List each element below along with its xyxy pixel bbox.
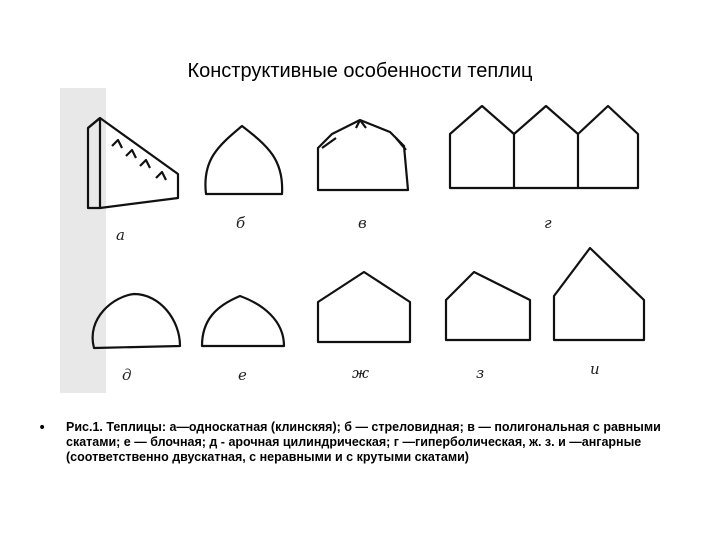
label-v: в [358,214,367,232]
label-a: а [116,226,125,244]
greenhouse-figure [60,88,660,398]
shape-i-steep [554,248,644,340]
label-z: з [476,364,485,382]
shape-v-polygonal [318,120,408,190]
figure-caption: Рис.1. Теплицы: а—односкатная (клинскяя); б — стреловидная; в — полигональная с равными скатами; е — блочная; д - арочная цилиндрическая; г —гиперболическая, ж. з. и —ангарные (соответственно двускатная, с неравными и с крутыми скатами) [66,420,661,464]
slide-title: Конструктивные особенности теплиц [187,60,533,82]
bullet-marker: • [38,420,47,436]
label-zh: ж [352,364,370,382]
shape-g-block [450,106,638,188]
shape-b-pointed [205,126,282,194]
label-i: и [590,360,600,378]
label-e: е [238,366,247,384]
label-d: д [122,366,132,384]
shape-zh-gable [318,272,410,342]
label-g: г [544,214,552,232]
greenhouse-drawing [60,88,660,398]
label-b: б [236,214,246,232]
shape-z-unequal [446,272,530,340]
caption-block [38,420,678,465]
shape-e-low-pointed [202,296,284,346]
